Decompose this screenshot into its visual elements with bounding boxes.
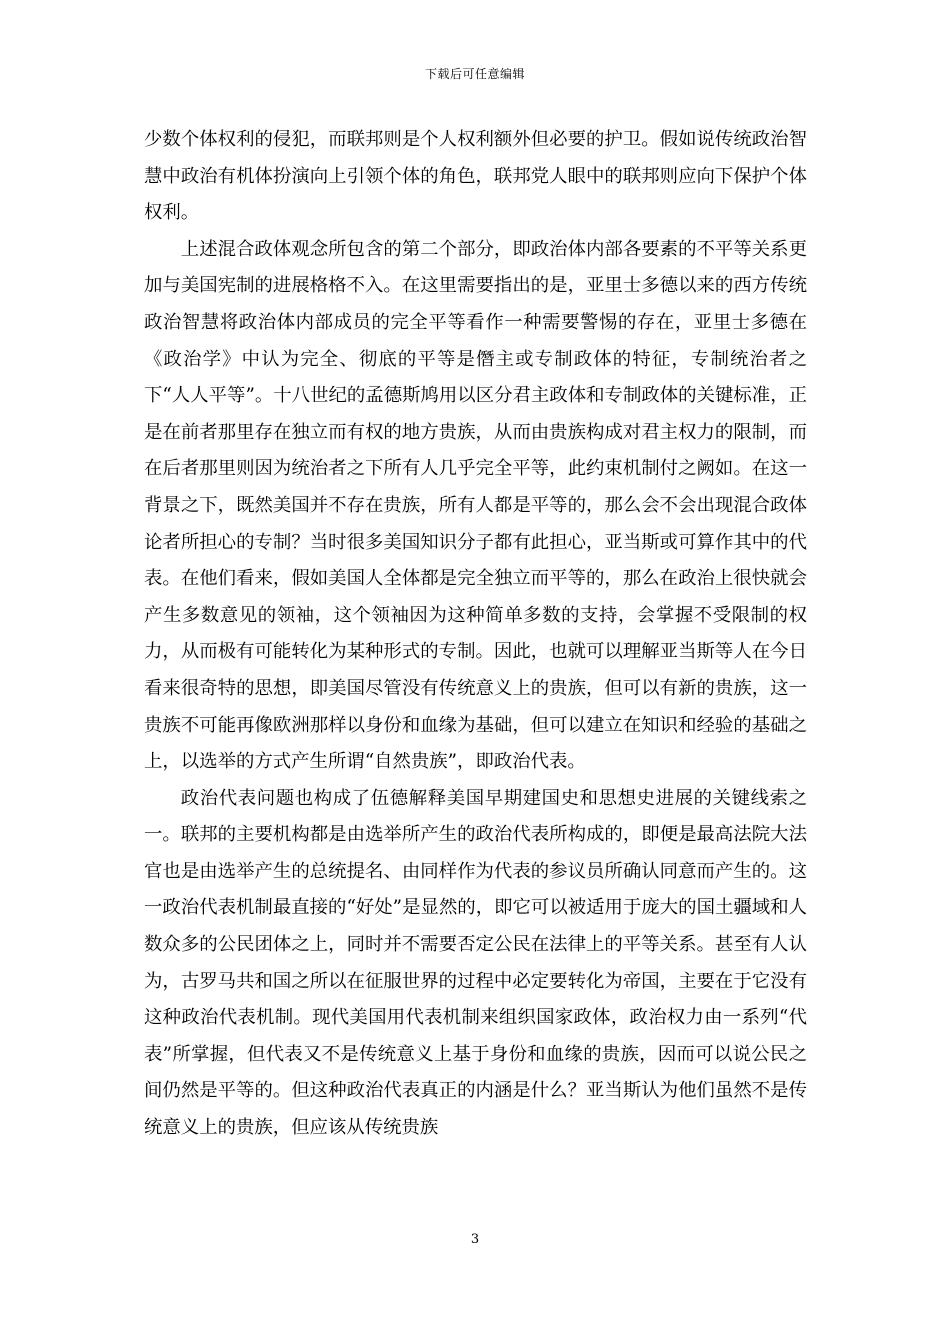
- paragraph-3: 政治代表问题也构成了伍德解释美国早期建国史和思想史进展的关键线索之一。联邦的主要机构都是由选举所产生的政治代表所构成的，即便是最高法院大法官也是由选举产生的总统提名、由同样作为代表的参议员所确认同意而产生的。这一政治代表机制最直接的“好处”是显然的，即它可以被适用于庞大的国土疆域和人数众多的公民团体之上，同时并不需要否定公民在法律上的平等关系。甚至有人认为，古罗马共和国之所以在征服世界的过程中必定要转化为帝国，主要在于它没有这种政治代表机制。现代美国用代表机制来组织国家政体，政治权力由一系列“代表”所掌握，但代表又不是传统意义上基于身份和血缘的贵族，因而可以说公民之间仍然是平等的。但这种政治代表真正的内涵是什么？亚当斯认为他们虽然不是传统意义上的贵族，但应该从传统贵族: [144, 787, 807, 1139]
- document-body: [144, 122, 807, 1147]
- paragraph-1: 少数个体权利的侵犯，而联邦则是个人权利额外但必要的护卫。假如说传统政治智慧中政治有机体扮演向上引领个体的角色，联邦党人眼中的联邦则应向下保护个体权利。: [144, 129, 807, 224]
- page-header: 下载后可任意编辑: [424, 67, 525, 81]
- paragraph-2: 上述混合政体观念所包含的第二个部分，即政治体内部各要素的不平等关系更加与美国宪制的进展格格不入。在这里需要指出的是，亚里士多德以来的西方传统政治智慧将政治体内部成员的完全平等看作一种需要警惕的存在，亚里士多德在《政治学》中认为完全、彻底的平等是僭主或专制政体的特征，专制统治者之下“人人平等”。十八世纪的孟德斯鸠用以区分君主政体和专制政体的关键标准，正是在前者那里存在独立而有权的地方贵族，从而由贵族构成对君主权力的限制，而在后者那里则因为统治者之下所有人几乎完全平等，此约束机制付之阙如。在这一背景之下，既然美国并不存在贵族，所有人都是平等的，那么会不会出现混合政体论者所担心的专制？当时很多美国知识分子都有此担心，亚当斯或可算作其中的代表。在他们看来，假如美国人全体都是完全独立而平等的，那么在政治上很快就会产生多数意见的领袖，这个领袖因为这种简单多数的支持，会掌握不受限制的权力，从而极有可能转化为某种形式的专制。因此，也就可以理解亚当斯等人在今日看来很奇特的思想，即美国尽管没有传统意义上的贵族，但可以有新的贵族，这一贵族不可能再像欧洲那样以身份和血缘为基础，但可以建立在知识和经验的基础之上，以选举的方式产生所谓“自然贵族”，即政治代表。: [144, 238, 807, 773]
- page-number: 3: [470, 1232, 480, 1247]
